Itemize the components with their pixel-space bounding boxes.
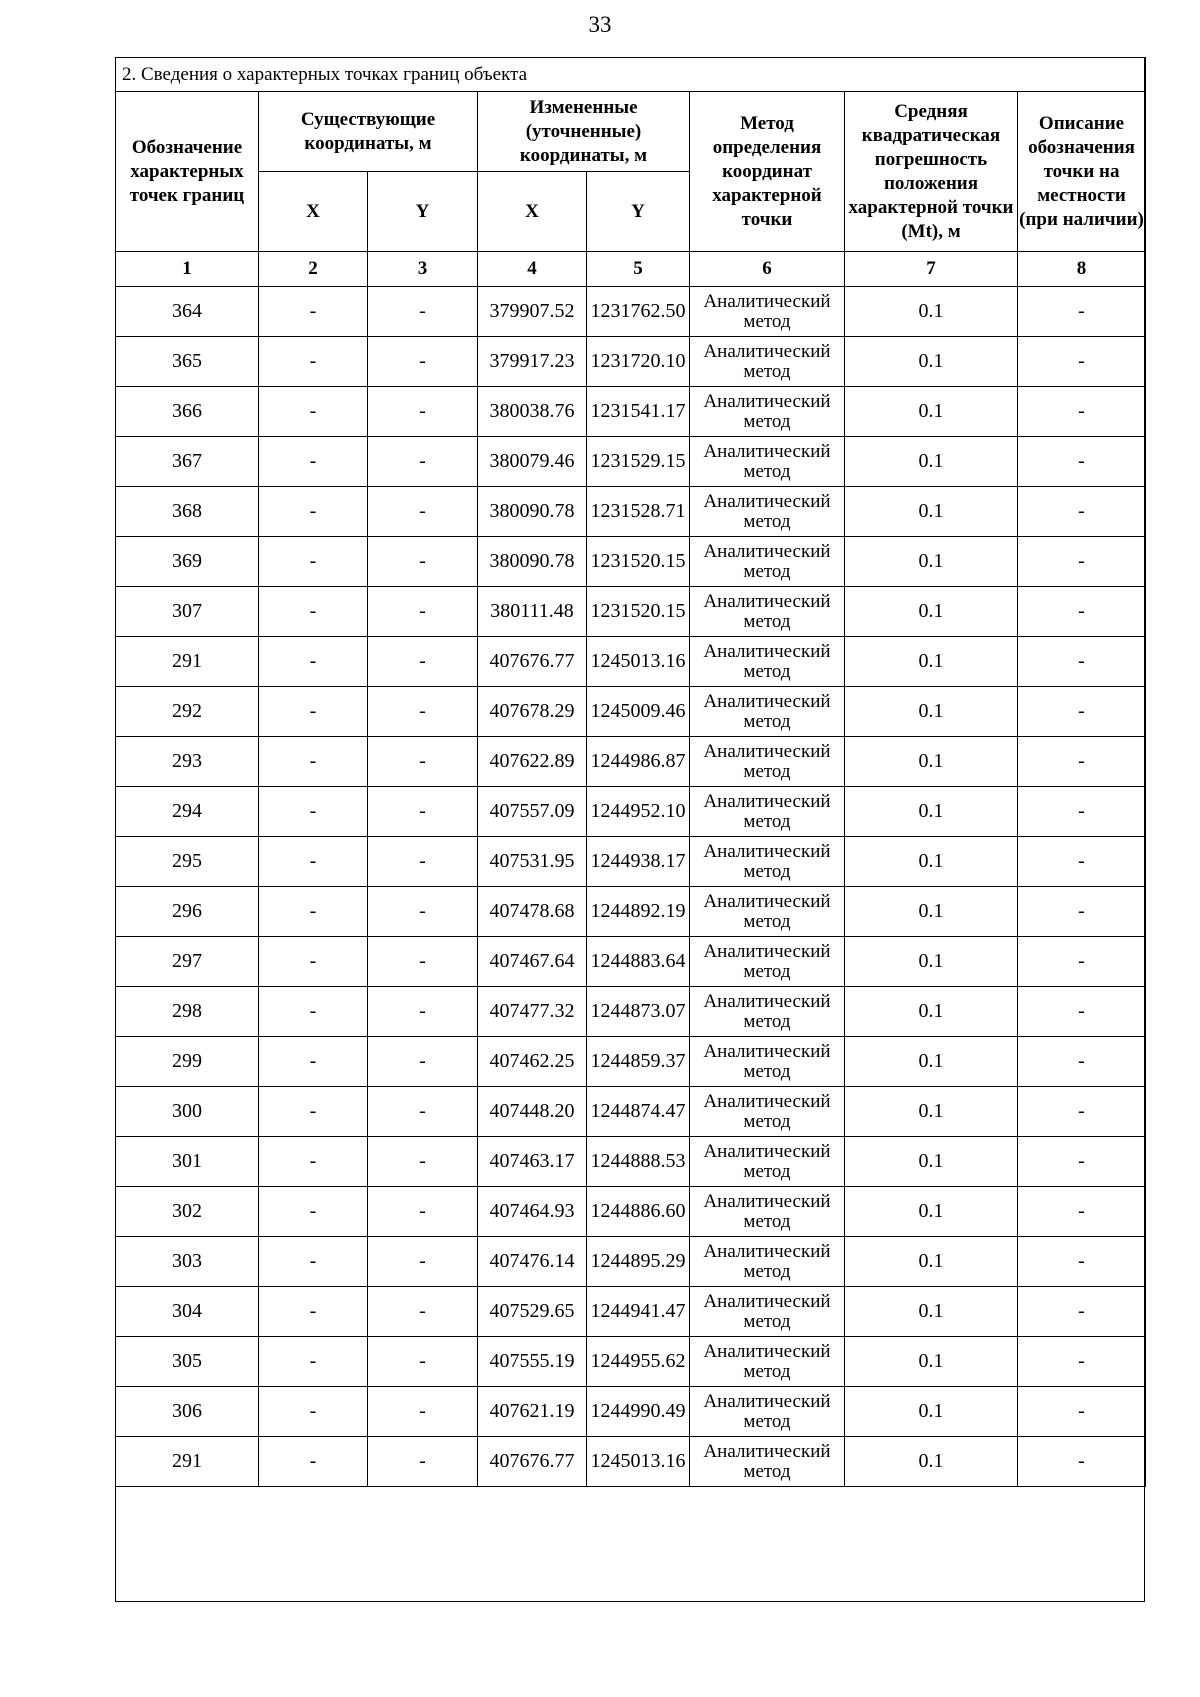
- existing-x-cell: -: [259, 337, 368, 387]
- changed-y-cell: 1244990.49: [587, 1387, 690, 1437]
- method-cell: [690, 287, 845, 337]
- header-changed-y: Y: [587, 172, 690, 252]
- point-cell: 301: [116, 1137, 259, 1187]
- method-text: Аналитический: [703, 290, 831, 312]
- method-text: Аналитический: [703, 1090, 831, 1112]
- method-text: метод: [743, 760, 791, 782]
- method-text: Аналитический: [703, 490, 831, 512]
- method-text: Аналитический: [703, 390, 831, 412]
- method-cell: [690, 1237, 845, 1287]
- description-cell: -: [1018, 687, 1146, 737]
- changed-y-cell: 1244886.60: [587, 1187, 690, 1237]
- description-cell: -: [1018, 887, 1146, 937]
- point-cell: 291: [116, 1437, 259, 1487]
- existing-y-cell: -: [368, 1337, 478, 1387]
- existing-x-cell: -: [259, 587, 368, 637]
- method-text: Аналитический: [703, 990, 831, 1012]
- existing-y-cell: -: [368, 337, 478, 387]
- method-cell: [690, 837, 845, 887]
- header-changed-x: X: [478, 172, 587, 252]
- point-cell: 299: [116, 1037, 259, 1087]
- description-cell: -: [1018, 1237, 1146, 1287]
- mean-error-cell: 0.1: [845, 1187, 1018, 1237]
- changed-y-cell: 1244874.47: [587, 1087, 690, 1137]
- method-cell: [690, 987, 845, 1037]
- changed-x-cell: 379907.52: [478, 287, 587, 337]
- table-row: [116, 1437, 1146, 1487]
- changed-x-cell: 407531.95: [478, 837, 587, 887]
- point-cell: 296: [116, 887, 259, 937]
- header-existing-y: Y: [368, 172, 478, 252]
- method-text: метод: [743, 560, 791, 582]
- changed-y-cell: 1244986.87: [587, 737, 690, 787]
- point-cell: 293: [116, 737, 259, 787]
- existing-x-cell: -: [259, 1187, 368, 1237]
- changed-x-cell: 407478.68: [478, 887, 587, 937]
- method-text: метод: [743, 1260, 791, 1282]
- mean-error-cell: 0.1: [845, 787, 1018, 837]
- method-cell: [690, 1387, 845, 1437]
- method-text: метод: [743, 860, 791, 882]
- existing-x-cell: -: [259, 737, 368, 787]
- method-cell: [690, 387, 845, 437]
- method-cell: [690, 1137, 845, 1187]
- changed-y-cell: 1244941.47: [587, 1287, 690, 1337]
- table-row: [116, 337, 1146, 387]
- point-cell: 369: [116, 537, 259, 587]
- existing-x-cell: -: [259, 487, 368, 537]
- changed-y-cell: 1231720.10: [587, 337, 690, 387]
- method-text: Аналитический: [703, 1190, 831, 1212]
- method-text: Аналитический: [703, 540, 831, 562]
- point-cell: 292: [116, 687, 259, 737]
- column-number: 7: [845, 252, 1018, 287]
- existing-y-cell: -: [368, 387, 478, 437]
- existing-y-cell: -: [368, 887, 478, 937]
- method-text: Аналитический: [703, 1040, 831, 1062]
- existing-y-cell: -: [368, 1387, 478, 1437]
- method-text: метод: [743, 710, 791, 732]
- method-text: метод: [743, 360, 791, 382]
- point-cell: 366: [116, 387, 259, 437]
- changed-x-cell: 380111.48: [478, 587, 587, 637]
- existing-y-cell: -: [368, 487, 478, 537]
- mean-error-cell: 0.1: [845, 1287, 1018, 1337]
- column-number: 8: [1018, 252, 1146, 287]
- mean-error-cell: 0.1: [845, 1437, 1018, 1487]
- existing-x-cell: -: [259, 887, 368, 937]
- existing-y-cell: -: [368, 987, 478, 1037]
- existing-x-cell: -: [259, 987, 368, 1037]
- method-text: метод: [743, 610, 791, 632]
- point-cell: 302: [116, 1187, 259, 1237]
- table-row: [116, 437, 1146, 487]
- description-cell: -: [1018, 587, 1146, 637]
- table-row: [116, 1137, 1146, 1187]
- method-cell: [690, 937, 845, 987]
- point-cell: 300: [116, 1087, 259, 1137]
- changed-y-cell: 1231529.15: [587, 437, 690, 487]
- method-cell: [690, 1437, 845, 1487]
- existing-x-cell: -: [259, 437, 368, 487]
- description-cell: -: [1018, 737, 1146, 787]
- method-text: Аналитический: [703, 690, 831, 712]
- mean-error-cell: 0.1: [845, 987, 1018, 1037]
- method-text: Аналитический: [703, 940, 831, 962]
- table-row: [116, 537, 1146, 587]
- existing-y-cell: -: [368, 587, 478, 637]
- existing-y-cell: -: [368, 1187, 478, 1237]
- method-text: метод: [743, 410, 791, 432]
- point-cell: 291: [116, 637, 259, 687]
- method-text: метод: [743, 310, 791, 332]
- table-row: [116, 887, 1146, 937]
- existing-x-cell: -: [259, 1087, 368, 1137]
- point-cell: 294: [116, 787, 259, 837]
- method-text: метод: [743, 810, 791, 832]
- changed-x-cell: 407448.20: [478, 1087, 587, 1137]
- table-row: [116, 387, 1146, 437]
- point-cell: 297: [116, 937, 259, 987]
- point-cell: 303: [116, 1237, 259, 1287]
- column-number: 4: [478, 252, 587, 287]
- description-cell: -: [1018, 637, 1146, 687]
- method-text: метод: [743, 1310, 791, 1332]
- description-cell: -: [1018, 1387, 1146, 1437]
- changed-y-cell: 1231762.50: [587, 287, 690, 337]
- changed-x-cell: 407621.19: [478, 1387, 587, 1437]
- changed-y-cell: 1231528.71: [587, 487, 690, 537]
- mean-error-cell: 0.1: [845, 1087, 1018, 1137]
- existing-x-cell: -: [259, 637, 368, 687]
- existing-y-cell: -: [368, 837, 478, 887]
- changed-x-cell: 407477.32: [478, 987, 587, 1037]
- mean-error-cell: 0.1: [845, 637, 1018, 687]
- method-text: Аналитический: [703, 1240, 831, 1262]
- column-numbers-row: [116, 252, 1146, 287]
- header-existing-coordinates: Существующие координаты, м: [259, 92, 478, 172]
- existing-x-cell: -: [259, 1287, 368, 1337]
- changed-x-cell: 407462.25: [478, 1037, 587, 1087]
- method-text: Аналитический: [703, 640, 831, 662]
- column-number: 3: [368, 252, 478, 287]
- existing-y-cell: -: [368, 1287, 478, 1337]
- table-row: [116, 737, 1146, 787]
- table-row: [116, 837, 1146, 887]
- method-text: Аналитический: [703, 440, 831, 462]
- mean-error-cell: 0.1: [845, 387, 1018, 437]
- description-cell: -: [1018, 337, 1146, 387]
- changed-y-cell: 1231520.15: [587, 537, 690, 587]
- changed-y-cell: 1244952.10: [587, 787, 690, 837]
- description-cell: -: [1018, 487, 1146, 537]
- column-number: 2: [259, 252, 368, 287]
- method-text: метод: [743, 1060, 791, 1082]
- existing-x-cell: -: [259, 1337, 368, 1387]
- table-row: [116, 937, 1146, 987]
- existing-y-cell: -: [368, 1087, 478, 1137]
- method-text: Аналитический: [703, 790, 831, 812]
- changed-y-cell: 1231520.15: [587, 587, 690, 637]
- changed-x-cell: 407676.77: [478, 1437, 587, 1487]
- mean-error-cell: 0.1: [845, 1137, 1018, 1187]
- description-cell: -: [1018, 837, 1146, 887]
- existing-x-cell: -: [259, 1037, 368, 1087]
- point-cell: 304: [116, 1287, 259, 1337]
- existing-y-cell: -: [368, 1237, 478, 1287]
- existing-y-cell: -: [368, 437, 478, 487]
- existing-y-cell: -: [368, 1137, 478, 1187]
- point-cell: 365: [116, 337, 259, 387]
- existing-y-cell: -: [368, 737, 478, 787]
- description-cell: -: [1018, 1437, 1146, 1487]
- changed-y-cell: 1245009.46: [587, 687, 690, 737]
- method-cell: [690, 487, 845, 537]
- method-text: метод: [743, 1210, 791, 1232]
- existing-y-cell: -: [368, 537, 478, 587]
- existing-x-cell: -: [259, 687, 368, 737]
- changed-y-cell: 1231541.17: [587, 387, 690, 437]
- mean-error-cell: 0.1: [845, 337, 1018, 387]
- mean-error-cell: 0.1: [845, 737, 1018, 787]
- page-number: 33: [588, 12, 612, 37]
- mean-error-cell: 0.1: [845, 1337, 1018, 1387]
- description-cell: -: [1018, 937, 1146, 987]
- method-text: Аналитический: [703, 1390, 831, 1412]
- changed-x-cell: 407555.19: [478, 1337, 587, 1387]
- description-cell: -: [1018, 537, 1146, 587]
- changed-x-cell: 380090.78: [478, 487, 587, 537]
- existing-y-cell: -: [368, 637, 478, 687]
- changed-y-cell: 1244873.07: [587, 987, 690, 1037]
- point-cell: 305: [116, 1337, 259, 1387]
- table-row: [116, 1087, 1146, 1137]
- table-row: [116, 1387, 1146, 1437]
- method-text: метод: [743, 1010, 791, 1032]
- header-mean-error: Средняя квадратическая погрешность положения характерной точки (Mt), м: [845, 92, 1018, 252]
- mean-error-cell: 0.1: [845, 837, 1018, 887]
- method-cell: [690, 1187, 845, 1237]
- mean-error-cell: 0.1: [845, 487, 1018, 537]
- table-row: [116, 687, 1146, 737]
- header-description: Описание обозначения точки на местности (при наличии): [1018, 92, 1146, 252]
- existing-x-cell: -: [259, 787, 368, 837]
- point-cell: 306: [116, 1387, 259, 1437]
- table-row: [116, 1237, 1146, 1287]
- method-text: Аналитический: [703, 1440, 831, 1462]
- column-number: 1: [116, 252, 259, 287]
- method-text: метод: [743, 1460, 791, 1482]
- existing-y-cell: -: [368, 937, 478, 987]
- existing-x-cell: -: [259, 287, 368, 337]
- existing-x-cell: -: [259, 387, 368, 437]
- table-row: [116, 1287, 1146, 1337]
- method-text: метод: [743, 960, 791, 982]
- description-cell: -: [1018, 1087, 1146, 1137]
- method-cell: [690, 687, 845, 737]
- changed-y-cell: 1244895.29: [587, 1237, 690, 1287]
- method-text: метод: [743, 660, 791, 682]
- method-cell: [690, 1087, 845, 1137]
- description-cell: -: [1018, 1037, 1146, 1087]
- header-point-designation: Обозначение характерных точек границ: [116, 92, 259, 252]
- description-cell: -: [1018, 437, 1146, 487]
- point-cell: 295: [116, 837, 259, 887]
- point-cell: 367: [116, 437, 259, 487]
- method-cell: [690, 1287, 845, 1337]
- existing-x-cell: -: [259, 837, 368, 887]
- column-number: 5: [587, 252, 690, 287]
- changed-x-cell: 407467.64: [478, 937, 587, 987]
- table-row: [116, 787, 1146, 837]
- changed-x-cell: 407529.65: [478, 1287, 587, 1337]
- mean-error-cell: 0.1: [845, 937, 1018, 987]
- existing-x-cell: -: [259, 1237, 368, 1287]
- description-cell: -: [1018, 787, 1146, 837]
- existing-x-cell: -: [259, 537, 368, 587]
- table-row: [116, 1187, 1146, 1237]
- description-cell: -: [1018, 1287, 1146, 1337]
- method-text: метод: [743, 1410, 791, 1432]
- method-text: метод: [743, 1360, 791, 1382]
- mean-error-cell: 0.1: [845, 687, 1018, 737]
- changed-y-cell: 1245013.16: [587, 1437, 690, 1487]
- method-text: метод: [743, 1110, 791, 1132]
- method-text: метод: [743, 1160, 791, 1182]
- method-cell: [690, 437, 845, 487]
- method-cell: [690, 887, 845, 937]
- column-number: 6: [690, 252, 845, 287]
- table-row: [116, 637, 1146, 687]
- existing-y-cell: -: [368, 787, 478, 837]
- changed-x-cell: 380079.46: [478, 437, 587, 487]
- changed-y-cell: 1244859.37: [587, 1037, 690, 1087]
- mean-error-cell: 0.1: [845, 1387, 1018, 1437]
- changed-x-cell: 380090.78: [478, 537, 587, 587]
- header-method: Метод определения координат характерной точки: [690, 92, 845, 252]
- method-text: Аналитический: [703, 840, 831, 862]
- existing-y-cell: -: [368, 1437, 478, 1487]
- changed-x-cell: 407464.93: [478, 1187, 587, 1237]
- changed-y-cell: 1244883.64: [587, 937, 690, 987]
- changed-x-cell: 407557.09: [478, 787, 587, 837]
- table-row: [116, 587, 1146, 637]
- mean-error-cell: 0.1: [845, 1037, 1018, 1087]
- method-text: Аналитический: [703, 590, 831, 612]
- changed-y-cell: 1244938.17: [587, 837, 690, 887]
- changed-x-cell: 407676.77: [478, 637, 587, 687]
- mean-error-cell: 0.1: [845, 1237, 1018, 1287]
- method-text: Аналитический: [703, 1290, 831, 1312]
- changed-y-cell: 1245013.16: [587, 637, 690, 687]
- point-cell: 364: [116, 287, 259, 337]
- point-cell: 298: [116, 987, 259, 1037]
- table-row: [116, 487, 1146, 537]
- description-cell: -: [1018, 287, 1146, 337]
- description-cell: -: [1018, 1137, 1146, 1187]
- changed-y-cell: 1244892.19: [587, 887, 690, 937]
- mean-error-cell: 0.1: [845, 287, 1018, 337]
- existing-x-cell: -: [259, 937, 368, 987]
- description-cell: -: [1018, 1337, 1146, 1387]
- header-changed-coordinates: Измененные (уточненные) координаты, м: [478, 92, 690, 172]
- mean-error-cell: 0.1: [845, 887, 1018, 937]
- changed-x-cell: 407476.14: [478, 1237, 587, 1287]
- point-cell: 307: [116, 587, 259, 637]
- changed-x-cell: 407622.89: [478, 737, 587, 787]
- method-text: Аналитический: [703, 740, 831, 762]
- existing-x-cell: -: [259, 1387, 368, 1437]
- boundary-points-table: [115, 57, 1146, 1487]
- table-row: [116, 1037, 1146, 1087]
- method-cell: [690, 1337, 845, 1387]
- mean-error-cell: 0.1: [845, 437, 1018, 487]
- description-cell: -: [1018, 387, 1146, 437]
- section-title: 2. Сведения о характерных точках границ объекта: [116, 58, 1146, 92]
- existing-y-cell: -: [368, 287, 478, 337]
- method-text: Аналитический: [703, 1140, 831, 1162]
- method-cell: [690, 587, 845, 637]
- method-text: Аналитический: [703, 890, 831, 912]
- changed-x-cell: 407463.17: [478, 1137, 587, 1187]
- method-cell: [690, 337, 845, 387]
- method-text: Аналитический: [703, 1340, 831, 1362]
- method-cell: [690, 787, 845, 837]
- point-cell: 368: [116, 487, 259, 537]
- mean-error-cell: 0.1: [845, 587, 1018, 637]
- existing-x-cell: -: [259, 1437, 368, 1487]
- description-cell: -: [1018, 1187, 1146, 1237]
- table-row: [116, 987, 1146, 1037]
- existing-y-cell: -: [368, 687, 478, 737]
- existing-y-cell: -: [368, 1037, 478, 1087]
- table-row: [116, 287, 1146, 337]
- method-cell: [690, 537, 845, 587]
- method-text: Аналитический: [703, 340, 831, 362]
- method-text: метод: [743, 510, 791, 532]
- changed-y-cell: 1244955.62: [587, 1337, 690, 1387]
- changed-x-cell: 407678.29: [478, 687, 587, 737]
- method-cell: [690, 737, 845, 787]
- existing-x-cell: -: [259, 1137, 368, 1187]
- method-text: метод: [743, 460, 791, 482]
- table-row: [116, 1337, 1146, 1387]
- method-cell: [690, 1037, 845, 1087]
- description-cell: -: [1018, 987, 1146, 1037]
- changed-x-cell: 379917.23: [478, 337, 587, 387]
- method-cell: [690, 637, 845, 687]
- header-existing-x: X: [259, 172, 368, 252]
- changed-x-cell: 380038.76: [478, 387, 587, 437]
- changed-y-cell: 1244888.53: [587, 1137, 690, 1187]
- mean-error-cell: 0.1: [845, 537, 1018, 587]
- method-text: метод: [743, 910, 791, 932]
